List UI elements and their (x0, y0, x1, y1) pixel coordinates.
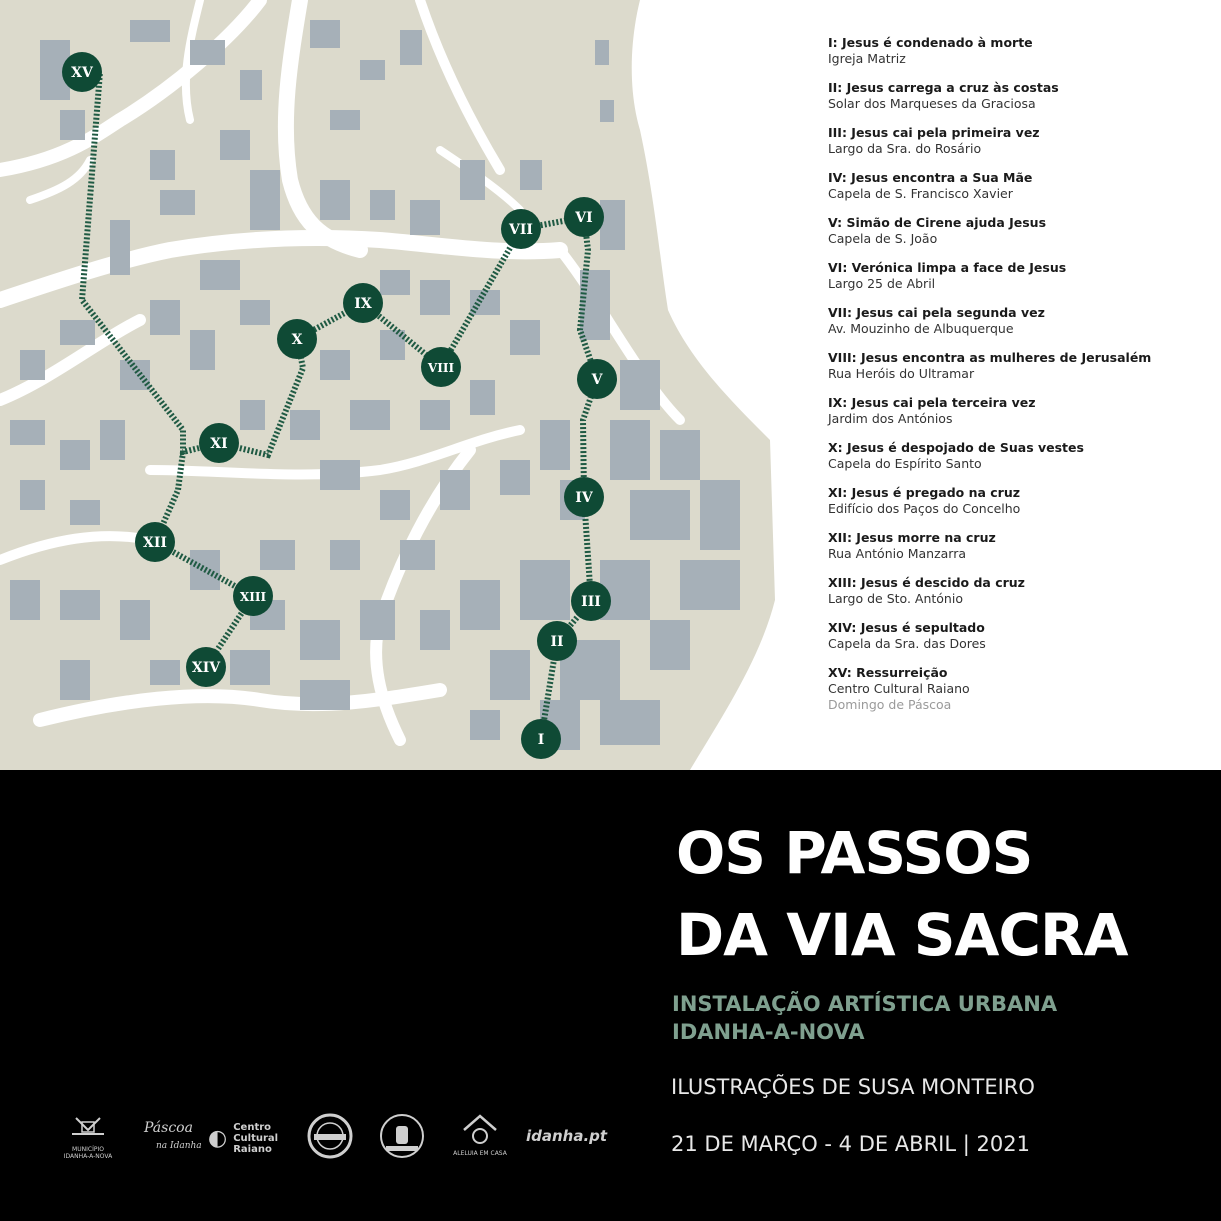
centro-cultural-raiano-logo: ◐ Centro Cultural Raiano (208, 1121, 279, 1155)
station-marker-xiv[interactable] (186, 647, 226, 687)
illustrations-credit: ILUSTRAÇÕES DE SUSA MONTEIRO (671, 1075, 1035, 1099)
legend-station-place: Solar dos Marqueses da Graciosa (828, 96, 1036, 111)
legend-station-title: V: Simão de Cirene ajuda Jesus (828, 215, 1047, 230)
station-marker-xii[interactable] (135, 522, 175, 562)
legend-station-title: XI: Jesus é pregado na cruz (828, 485, 1021, 500)
legend-station-extra: Domingo de Páscoa (828, 697, 952, 712)
legend-station-place: Capela da Sra. das Dores (828, 636, 986, 651)
legend-station-place: Largo 25 de Abril (828, 276, 936, 291)
legend-station-xv (828, 665, 1208, 713)
legend-station-title: XV: Ressurreição (828, 665, 948, 680)
legend-station-title: XIII: Jesus é descido da cruz (828, 575, 1025, 590)
station-marker-label: VI (575, 210, 593, 226)
legend-station-xii (828, 530, 1208, 562)
sponsor-logos (58, 1112, 618, 1164)
station-marker-label: XII (143, 535, 167, 551)
station-marker-viii[interactable] (421, 347, 461, 387)
poster-subtitle-line2: IDANHA-A-NOVA (672, 1020, 865, 1044)
legend-station-title: I: Jesus é condenado à morte (828, 35, 1033, 50)
poster-subtitle-line1: INSTALAÇÃO ARTÍSTICA URBANA (672, 992, 1058, 1016)
legend-station-title: VIII: Jesus encontra as mulheres de Jerusalém (828, 350, 1152, 365)
legend-station-v (828, 215, 1208, 247)
station-marker-vi[interactable] (564, 197, 604, 237)
legend-station-xiii (828, 575, 1208, 607)
station-marker-x[interactable] (277, 319, 317, 359)
legend-station-title: IX: Jesus cai pela terceira vez (828, 395, 1036, 410)
legend-station-title: XIV: Jesus é sepultado (828, 620, 985, 635)
station-marker-label: III (581, 594, 601, 610)
svg-text:na Idanha: na Idanha (156, 1141, 202, 1151)
town-map (0, 0, 775, 770)
station-marker-label: XIV (191, 660, 221, 676)
hand-seal-icon (378, 1112, 426, 1160)
legend-station-place: Jardim dos Antónios (828, 411, 953, 426)
station-marker-xiii[interactable] (233, 576, 273, 616)
legend-station-vii (828, 305, 1208, 337)
station-marker-label: I (537, 732, 545, 748)
house-icon (460, 1112, 500, 1146)
legend-station-iv (828, 170, 1208, 202)
seal-logo-2 (378, 1112, 428, 1164)
station-marker-label: V (591, 372, 603, 388)
pascoa-logo (136, 1112, 202, 1164)
poster-title-line1: OS PASSOS (676, 819, 1033, 887)
legend-station-title: III: Jesus cai pela primeira vez (828, 125, 1040, 140)
legend-station-iii (828, 125, 1208, 157)
legend-station-title: II: Jesus carrega a cruz às costas (828, 80, 1059, 95)
legend-station-place: Capela de S. Francisco Xavier (828, 186, 1013, 201)
station-marker-label: VII (509, 222, 533, 238)
legend-station-ii (828, 80, 1208, 112)
station-marker-label: IX (354, 296, 372, 312)
station-marker-xi[interactable] (199, 423, 239, 463)
legend-station-x (828, 440, 1208, 472)
station-marker-iii[interactable] (571, 581, 611, 621)
station-marker-label: IV (575, 490, 593, 506)
legend-station-place: Capela do Espírito Santo (828, 456, 982, 471)
stations-legend (828, 35, 1208, 726)
station-marker-ii[interactable] (537, 621, 577, 661)
legend-station-place: Largo da Sra. do Rosário (828, 141, 982, 156)
legend-station-title: IV: Jesus encontra a Sua Mãe (828, 170, 1033, 185)
legend-station-title: VII: Jesus cai pela segunda vez (828, 305, 1045, 320)
cc-icon: ◐ (208, 1125, 228, 1151)
legend-station-xi (828, 485, 1208, 517)
legend-station-place: Rua Heróis do Ultramar (828, 366, 975, 381)
website-logo[interactable] (526, 1126, 616, 1178)
station-marker-label: XI (210, 436, 228, 452)
legend-station-ix (828, 395, 1208, 427)
station-marker-ix[interactable] (343, 283, 383, 323)
legend-station-vi (828, 260, 1208, 292)
aleluia-logo: ALELUIA EM CASA (450, 1112, 510, 1164)
station-marker-label: II (550, 634, 564, 650)
station-marker-label: X (291, 332, 303, 348)
poster-title-line2: DA VIA SACRA (676, 901, 1128, 969)
station-marker-label: XIII (239, 590, 267, 604)
station-marker-iv[interactable] (564, 477, 604, 517)
pascoa-lettering-icon (136, 1112, 202, 1154)
municipio-logo: MUNICÍPIO IDANHA-A-NOVA (58, 1112, 118, 1164)
legend-station-title: VI: Verónica limpa a face de Jesus (828, 260, 1067, 275)
legend-station-place: Igreja Matriz (828, 51, 906, 66)
station-marker-vii[interactable] (501, 209, 541, 249)
legend-station-place: Largo de Sto. António (828, 591, 963, 606)
legend-station-place: Edifício dos Paços do Concelho (828, 501, 1021, 516)
poster-footer (0, 770, 1221, 1221)
legend-station-title: X: Jesus é despojado de Suas vestes (828, 440, 1084, 455)
station-marker-label: VIII (427, 361, 455, 375)
legend-station-place: Centro Cultural Raiano (828, 681, 970, 696)
legend-station-viii (828, 350, 1208, 382)
station-marker-v[interactable] (577, 359, 617, 399)
seal-logo-1 (306, 1112, 356, 1164)
station-marker-i[interactable] (521, 719, 561, 759)
seal-icon (306, 1112, 354, 1160)
legend-station-title: XII: Jesus morre na cruz (828, 530, 996, 545)
legend-station-place: Capela de S. João (828, 231, 938, 246)
station-marker-label: XV (71, 65, 93, 81)
event-dates: 21 DE MARÇO - 4 DE ABRIL | 2021 (671, 1132, 1030, 1156)
legend-station-i (828, 35, 1208, 67)
legend-station-xiv (828, 620, 1208, 652)
legend-station-place: Rua António Manzarra (828, 546, 967, 561)
website-link[interactable]: idanha.pt (526, 1127, 608, 1145)
svg-text:Páscoa: Páscoa (144, 1120, 193, 1136)
legend-station-place: Av. Mouzinho de Albuquerque (828, 321, 1014, 336)
station-marker-xv[interactable] (62, 52, 102, 92)
municipio-emblem-icon (58, 1112, 118, 1142)
